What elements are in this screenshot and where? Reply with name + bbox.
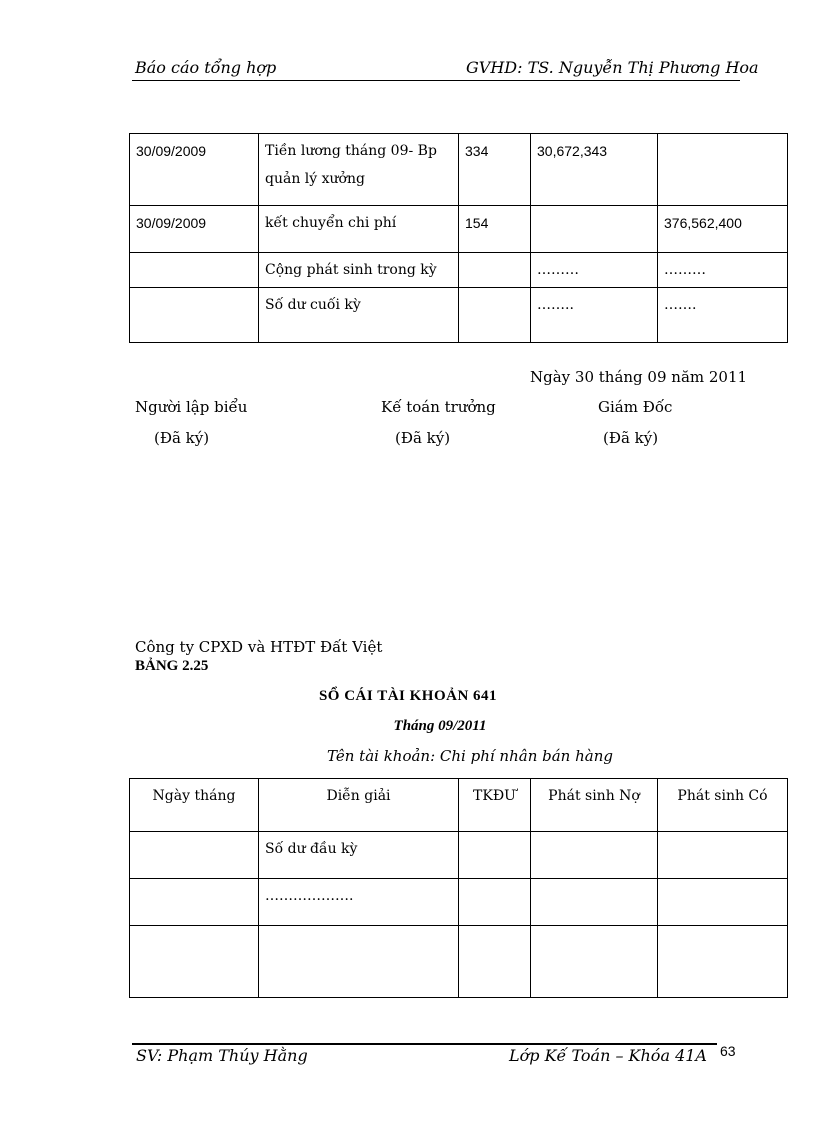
table-row — [130, 206, 788, 253]
cell-date: 30/09/2009 — [130, 206, 259, 253]
column-header: Phát sinh Nợ — [531, 779, 658, 832]
footer-divider — [132, 1043, 717, 1045]
company-name: Công ty CPXD và HTĐT Đất Việt — [135, 638, 383, 656]
cell-debit — [531, 206, 658, 253]
page-number: 63 — [720, 1043, 736, 1059]
column-header: Diễn giải — [259, 779, 459, 832]
cell-credit: ……… — [658, 253, 788, 288]
cell-debit: ……… — [531, 253, 658, 288]
cell-account — [459, 926, 531, 998]
cell-description — [259, 926, 459, 998]
table-row — [130, 926, 788, 998]
footer-class: Lớp Kế Toán – Khóa 41A — [509, 1046, 707, 1065]
cell-date: 30/09/2009 — [130, 134, 259, 206]
cell-debit — [531, 879, 658, 926]
cell-debit: 30,672,343 — [531, 134, 658, 206]
cell-debit — [531, 926, 658, 998]
cell-account: 154 — [459, 206, 531, 253]
cell-date — [130, 253, 259, 288]
cell-credit: ……. — [658, 288, 788, 343]
ledger-title: SỔ CÁI TÀI KHOẢN 641 — [318, 688, 498, 704]
header-supervisor: GVHD: TS. Nguyễn Thị Phương Hoa — [466, 58, 759, 77]
chief-accountant-label: Kế toán trưởng — [381, 398, 496, 416]
column-header: Phát sinh Có — [658, 779, 788, 832]
header-divider — [132, 80, 740, 81]
cell-date — [130, 879, 259, 926]
cell-debit: …….. — [531, 288, 658, 343]
table-number: BẢNG 2.25 — [135, 658, 209, 674]
cell-credit — [658, 879, 788, 926]
preparer-label: Người lập biểu — [135, 398, 248, 416]
cell-account — [459, 832, 531, 879]
table-row — [130, 253, 788, 288]
column-header: Ngày tháng — [130, 779, 259, 832]
cell-credit — [658, 926, 788, 998]
table-row — [130, 879, 788, 926]
cell-description: Số dư cuối kỳ — [259, 288, 459, 343]
director-signed: (Đã ký) — [603, 429, 659, 447]
footer-student: SV: Phạm Thúy Hằng — [136, 1046, 308, 1065]
table-row — [130, 832, 788, 879]
chief-accountant-signed: (Đã ký) — [395, 429, 451, 447]
cell-credit — [658, 832, 788, 879]
preparer-signed: (Đã ký) — [154, 429, 210, 447]
cell-account: 334 — [459, 134, 531, 206]
cell-description: Cộng phát sinh trong kỳ — [259, 253, 459, 288]
ledger-account-name: Tên tài khoản: Chi phí nhân bán hàng — [327, 747, 613, 765]
cell-description: Tiền lương tháng 09- Bp quản lý xưởng — [259, 134, 459, 206]
column-header: TKĐƯ — [459, 779, 531, 832]
ledger-641-table — [129, 778, 788, 998]
cell-debit — [531, 832, 658, 879]
cell-description: Số dư đầu kỳ — [259, 832, 459, 879]
cell-credit: 376,562,400 — [658, 206, 788, 253]
table-row — [130, 134, 788, 206]
cell-date — [130, 832, 259, 879]
header-report-title: Báo cáo tổng hợp — [135, 58, 277, 77]
cell-credit — [658, 134, 788, 206]
table-header-row — [130, 779, 788, 832]
cell-description: kết chuyển chi phí — [259, 206, 459, 253]
cell-account — [459, 288, 531, 343]
cell-description: ………………. — [259, 879, 459, 926]
table-row — [130, 288, 788, 343]
cell-account — [459, 253, 531, 288]
top-ledger-table — [129, 133, 788, 343]
cell-account — [459, 879, 531, 926]
ledger-month: Tháng 09/2011 — [393, 718, 487, 734]
cell-date — [130, 288, 259, 343]
signature-date: Ngày 30 tháng 09 năm 2011 — [530, 368, 748, 386]
director-label: Giám Đốc — [598, 398, 673, 416]
cell-date — [130, 926, 259, 998]
